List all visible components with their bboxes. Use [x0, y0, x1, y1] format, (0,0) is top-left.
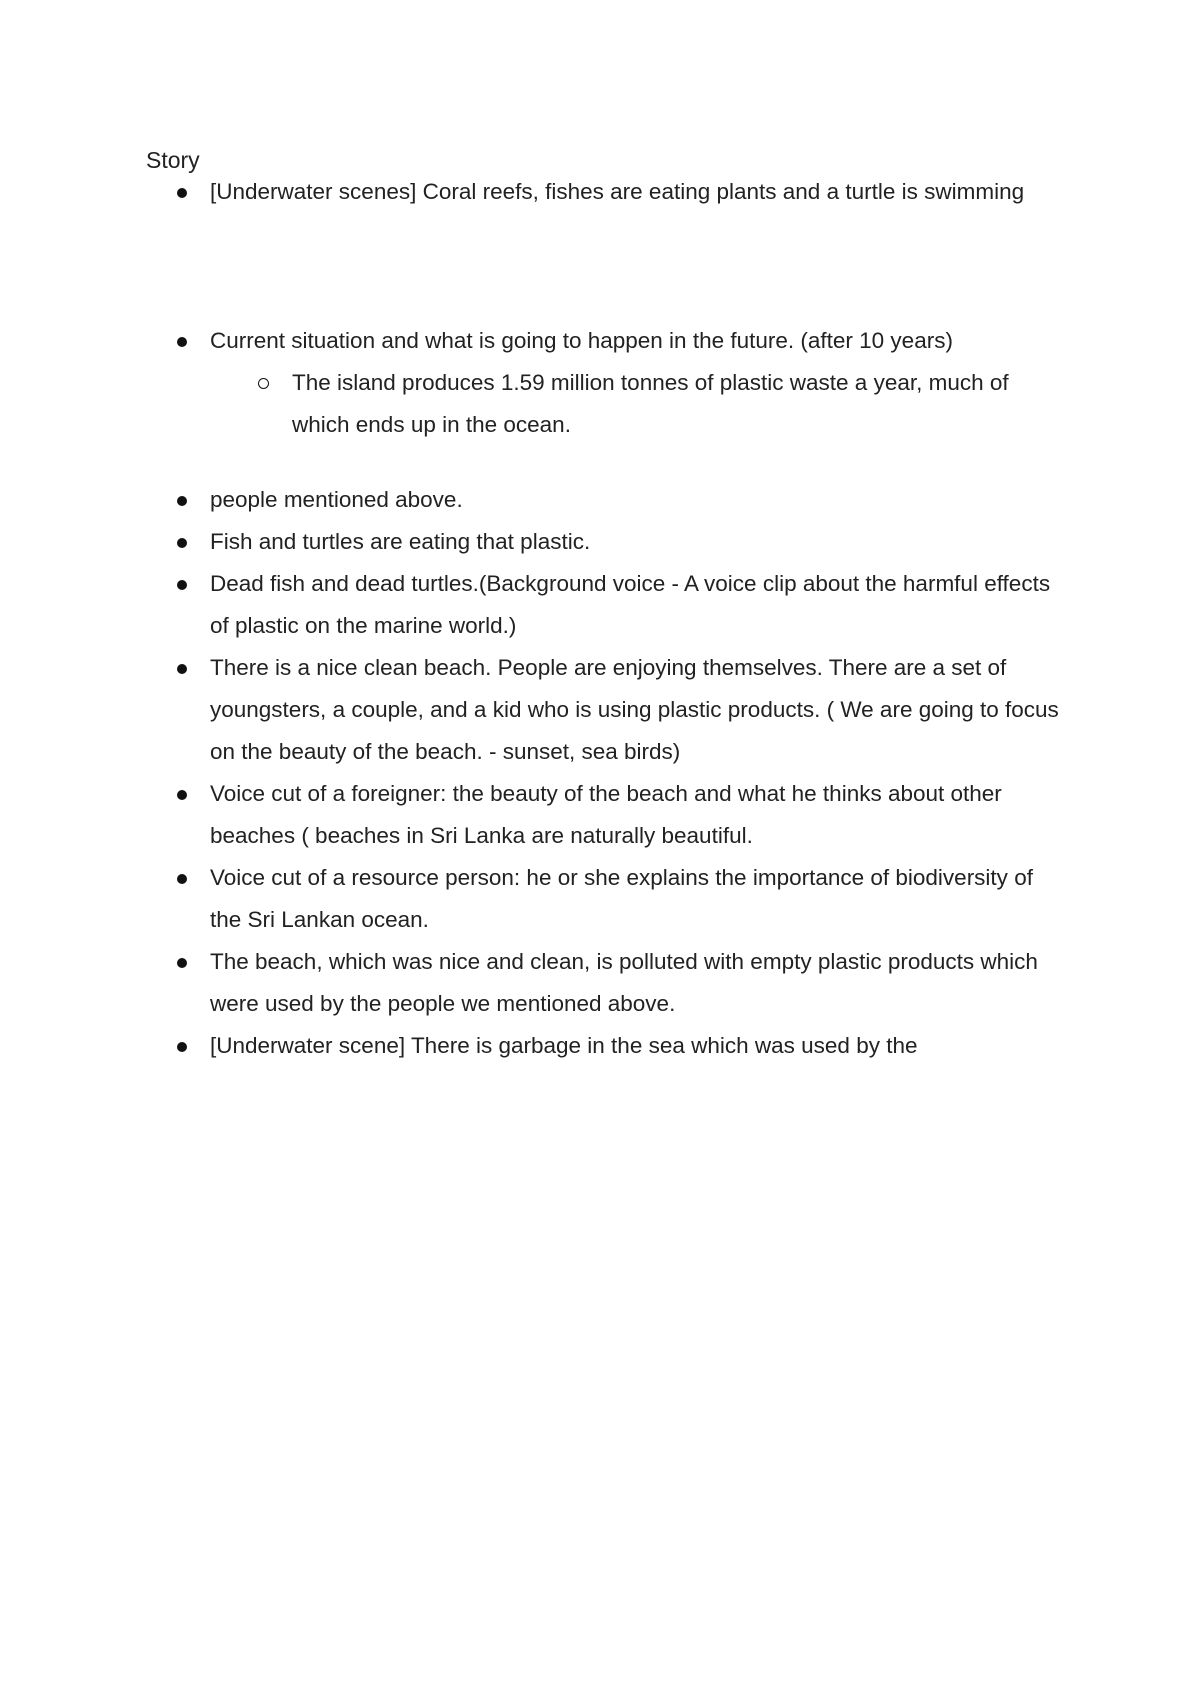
list-item-text: Dead fish and dead turtles.(Background voice - A voice clip about the harmful effects of plastic on the marine world.) [210, 571, 1051, 638]
bullet-icon [177, 496, 187, 506]
bullet-icon [177, 337, 187, 347]
bullet-icon [177, 188, 187, 198]
list-item [210, 521, 1060, 563]
bullet-icon [177, 1042, 187, 1052]
sub-list-item [292, 362, 1062, 446]
bullet-icon [177, 664, 187, 674]
list-item [210, 941, 1060, 1025]
list-item-text: people mentioned above. [210, 487, 463, 512]
document-heading: Story [146, 147, 200, 173]
list-item [210, 647, 1060, 773]
list-item-text: The beach, which was nice and clean, is polluted with empty plastic products which were used by the people we mentioned above. [210, 949, 1038, 1016]
list-item-text: [Underwater scenes] Coral reefs, fishes are eating plants and a turtle is swimming [210, 179, 1025, 204]
list-item-text: [Underwater scene] There is garbage in the sea which was used by the [210, 1033, 918, 1058]
hollow-bullet-icon [258, 378, 269, 389]
list-item [210, 320, 1060, 362]
list-item-text: Fish and turtles are eating that plastic. [210, 529, 591, 554]
list-item [210, 857, 1060, 941]
bullet-icon [177, 580, 187, 590]
list-item-text: Current situation and what is going to happen in the future. (after 10 years) [210, 328, 953, 353]
bullet-icon [177, 538, 187, 548]
bullet-icon [177, 790, 187, 800]
list-item [210, 773, 1060, 857]
list-item-text: Voice cut of a resource person: he or she explains the importance of biodiversity of the Sri Lankan ocean. [210, 865, 1033, 932]
list-item [210, 1025, 1060, 1067]
sub-list-item-text: The island produces 1.59 million tonnes of plastic waste a year, much of which ends up in the ocean. [292, 370, 1009, 437]
list-item [210, 563, 1060, 647]
bullet-icon [177, 958, 187, 968]
list-item-text: There is a nice clean beach. People are enjoying themselves. There are a set of youngsters, a couple, and a kid who is using plastic products. ( We are going to focus on the beauty of the beach. - sunset, sea birds) [210, 655, 1059, 764]
list-item [210, 171, 1060, 213]
list-item [210, 479, 1060, 521]
bullet-icon [177, 874, 187, 884]
list-item-text: Voice cut of a foreigner: the beauty of the beach and what he thinks about other beaches ( beaches in Sri Lanka are naturally beautiful. [210, 781, 1002, 848]
